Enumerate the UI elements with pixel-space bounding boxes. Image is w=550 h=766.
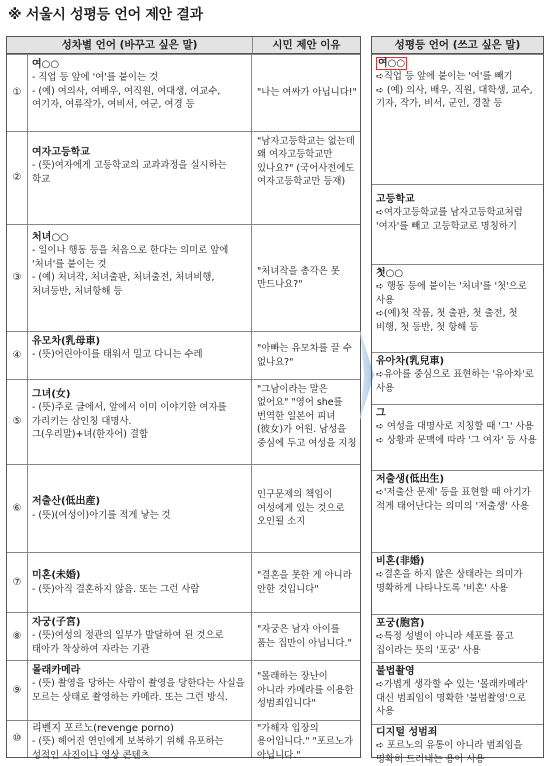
lang-cell <box>28 132 252 224</box>
lang-word: 몰래카메라 <box>32 665 81 676</box>
table-row <box>7 552 360 612</box>
equality-word: 저출생(低出生) <box>376 474 445 485</box>
reason-text: "결혼을 못한 게 아니라 안한 것입니다" <box>257 570 355 595</box>
lang-line: - 직업 등 앞에 '여'를 붙이는 것 <box>32 72 159 84</box>
lang-word: 유모차(乳母車) <box>32 336 101 347</box>
list-item <box>372 184 543 264</box>
discriminatory-language-table <box>6 36 361 761</box>
equality-line: ➪ 여성을 대명사로 지칭할 때 '그' 사용 <box>376 421 534 433</box>
header-reason: 시민 제안 이유 <box>252 37 360 54</box>
equality-word: 디지털 성범죄 <box>376 727 438 738</box>
lang-line: - (뜻) 촬영을 당하는 사람이 촬영을 당한다는 사실을 모르는 상태로 촬영하는 카메라. 또는 그런 방식. <box>32 678 248 703</box>
reason-cell <box>253 380 361 464</box>
table-row <box>7 379 360 464</box>
row-number: ⑤ <box>7 380 28 464</box>
reason-cell <box>253 613 361 660</box>
equality-line: ➪ 포르노의 유통이 아니라 범죄임을 명확히 드러내는 용어 사용 <box>376 740 526 765</box>
lang-word: 그녀(女) <box>32 389 71 400</box>
lang-cell <box>28 465 252 552</box>
list-item <box>372 54 543 184</box>
equality-line: ➪여자고등학교를 남자고등학교처럼 '여자'를 빼고 고등학교로 명칭하기 <box>376 207 526 232</box>
equality-line: ➪'저출산 문제' 등을 표현할 때 아기가 적게 태어난다는 의미의 '저출생' 사용 <box>376 487 534 512</box>
reason-text: "나는 여싸가 아닙니다!" <box>257 87 357 99</box>
list-item <box>372 404 543 470</box>
row-number: ⑥ <box>7 465 28 552</box>
list-item <box>372 662 543 724</box>
page-title: ※ 서울시 성평등 언어 제안 결과 <box>8 7 203 23</box>
equality-word <box>376 57 539 70</box>
lang-cell <box>28 661 252 720</box>
equality-line: ➪ 상황과 문맥에 따라 '그 여자' 등 사용 <box>376 434 537 446</box>
lang-line: - 일이나 행동 등을 처음으로 한다는 의미로 앞에 '처녀'를 붙이는 것 <box>32 245 232 270</box>
equality-word: 고등학교 <box>376 194 415 205</box>
row-number: ① <box>7 55 28 131</box>
header-lang: 성차별 언어 (바꾸고 싶은 말) <box>7 37 252 54</box>
reason-text: "그남이라는 말은 없어요" "영어 she를 번역한 일본어 피녀(彼女)가 어원. 남성을 중심에 두고 여성을 지칭 <box>257 384 357 449</box>
row-number: ⑦ <box>7 553 28 612</box>
equality-line: ➪가볍게 생각할 수 있는 '몰래카메라' 대신 범죄임이 명확한 '불법촬영'으로 사용 <box>376 679 531 718</box>
reason-cell <box>253 465 361 552</box>
reason-cell <box>253 661 361 720</box>
lang-cell <box>28 613 252 660</box>
table-row <box>7 54 360 131</box>
equality-word: 그 <box>376 408 386 419</box>
reason-text: "자궁은 남자 아이를 품는 집만이 아닙니다." <box>257 624 352 649</box>
row-number: ③ <box>7 225 28 331</box>
lang-cell <box>28 380 252 464</box>
equality-line: ➪ 행동 등에 붙이는 '처녀'를 '첫'으로 사용 <box>376 281 530 306</box>
list-item <box>372 614 543 662</box>
lang-word: 저출산(低出産) <box>32 496 101 508</box>
equality-word: 비혼(非婚) <box>376 556 425 567</box>
lang-word: 처녀○○ <box>32 232 69 243</box>
reason-text: "처녀작을 총각은 못 만드나요?" <box>257 265 343 290</box>
reason-cell <box>253 55 361 131</box>
lang-line: - (뜻)여성의 정관의 일부가 발달하여 된 것으로 태아가 착상하여 자라는 기관 <box>32 630 227 655</box>
lang-line: - (뜻)아직 결혼하지 않음. 또는 그런 사람 <box>32 583 200 595</box>
reason-cell <box>253 225 361 331</box>
lang-cell <box>28 225 252 331</box>
lang-line: - (뜻)(여성이)아기를 적게 낳는 것 <box>32 509 171 521</box>
lang-line: - (뜻) 헤어진 연인에게 보복하기 위해 유포하는 성적인 사진이나 영상 콘텐츠 <box>32 736 227 761</box>
lang-cell <box>28 55 252 131</box>
table-row <box>7 224 360 331</box>
row-number: ④ <box>7 332 28 379</box>
equality-line: ➪(예)첫 작품, 첫 출판, 첫 출전, 첫 비행, 첫 등반, 첫 항해 등 <box>376 308 521 333</box>
equality-word: 유아차(乳兒車) <box>376 356 445 367</box>
lang-line: - (뜻)주로 글에서, 앞에서 이미 이야기한 여자를 가리키는 삼인칭 대명사. <box>32 402 230 427</box>
reason-text: "가해자 입장의 용어입니다." "포르노가 아닙니다." <box>257 723 357 761</box>
header-right: 성평등 언어 (쓰고 싶은 말) <box>372 37 543 54</box>
reason-text: "아빠는 유모차를 끌 수 없나요?" <box>257 343 355 368</box>
table-row <box>7 131 360 224</box>
lang-word: 미혼(未婚) <box>32 570 81 582</box>
highlight-box: 여○○ <box>378 58 406 69</box>
equality-line: ➪특정 성별이 아니라 세포를 품고 집이라는 뜻의 '포궁' 사용 <box>376 631 517 656</box>
equality-line: ➪결혼을 하지 않은 상태라는 의미가 명확하게 나타나도록 '비혼' 사용 <box>376 569 526 594</box>
lang-line: - (예) 여의사, 여배우, 여직원, 여대생, 여교수, 여기자, 여류작가, 여비서, 여군, 여경 등 <box>32 85 224 111</box>
lang-line: - (예) 처녀작, 처녀출판, 처녀출전, 처녀비행, 처녀등반, 처녀항해 등 <box>32 272 218 297</box>
reason-cell <box>253 553 361 612</box>
lang-line: - (뜻)어린아이를 태워서 밀고 다니는 수레 <box>32 349 203 361</box>
reason-text: "남자고등학교는 없는데 왜 여자고등학교만 있나요?" (국어사전에도 여자고등학교만 등재) <box>257 136 358 188</box>
reason-cell <box>253 332 361 379</box>
list-item <box>372 470 543 552</box>
lang-word: 여○○ <box>32 59 60 70</box>
row-number: ⑨ <box>7 661 28 720</box>
lang-line: 그(우리말)+녀(한자어) 결합 <box>32 429 149 441</box>
lang-cell <box>28 553 252 612</box>
equality-line: ➪유아를 중심으로 표현하는 '유아차'로 사용 <box>376 369 537 394</box>
reason-text: "몰래하는 장난이 아니라 카메라를 이용한 성범죄입니다" <box>257 671 357 710</box>
table-row <box>7 612 360 660</box>
list-item <box>372 724 543 765</box>
equality-line: ➪ (예) 의사, 배우, 직원, 대학생, 교수, 기자, 작가, 비서, 군인, 경찰 등 <box>376 84 536 110</box>
lang-cell <box>28 721 252 761</box>
list-item <box>372 352 543 404</box>
equality-word: 불법촬영 <box>376 666 415 677</box>
lang-word: 리벤지 포르노(revenge porno) <box>32 723 174 734</box>
table-row <box>7 660 360 720</box>
reason-cell <box>253 721 361 761</box>
table-row <box>7 464 360 552</box>
lang-line: - (뜻)여자에게 고등학교의 교과과정을 실시하는 학교 <box>32 160 230 185</box>
row-number: ② <box>7 132 28 224</box>
lang-word: 자궁(子宮) <box>32 617 81 628</box>
table-row <box>7 331 360 379</box>
reason-cell <box>253 132 361 224</box>
lang-word: 여자고등학교 <box>32 147 90 158</box>
equality-word: 첫○○ <box>376 268 404 279</box>
table-row <box>7 720 360 761</box>
list-item <box>372 552 543 614</box>
row-number: ⑧ <box>7 613 28 660</box>
equality-word: 포궁(胞宮) <box>376 618 425 629</box>
row-number: ⑩ <box>7 721 28 757</box>
list-item <box>372 264 543 352</box>
equality-language-table <box>371 36 544 765</box>
equality-line: ➪직업 등 앞에 붙이는 '여'를 빼기 <box>376 71 513 83</box>
reason-text: 인구문제의 책임이 여성에게 있는 것으로 오인될 소지 <box>257 489 348 528</box>
lang-cell <box>28 332 252 379</box>
